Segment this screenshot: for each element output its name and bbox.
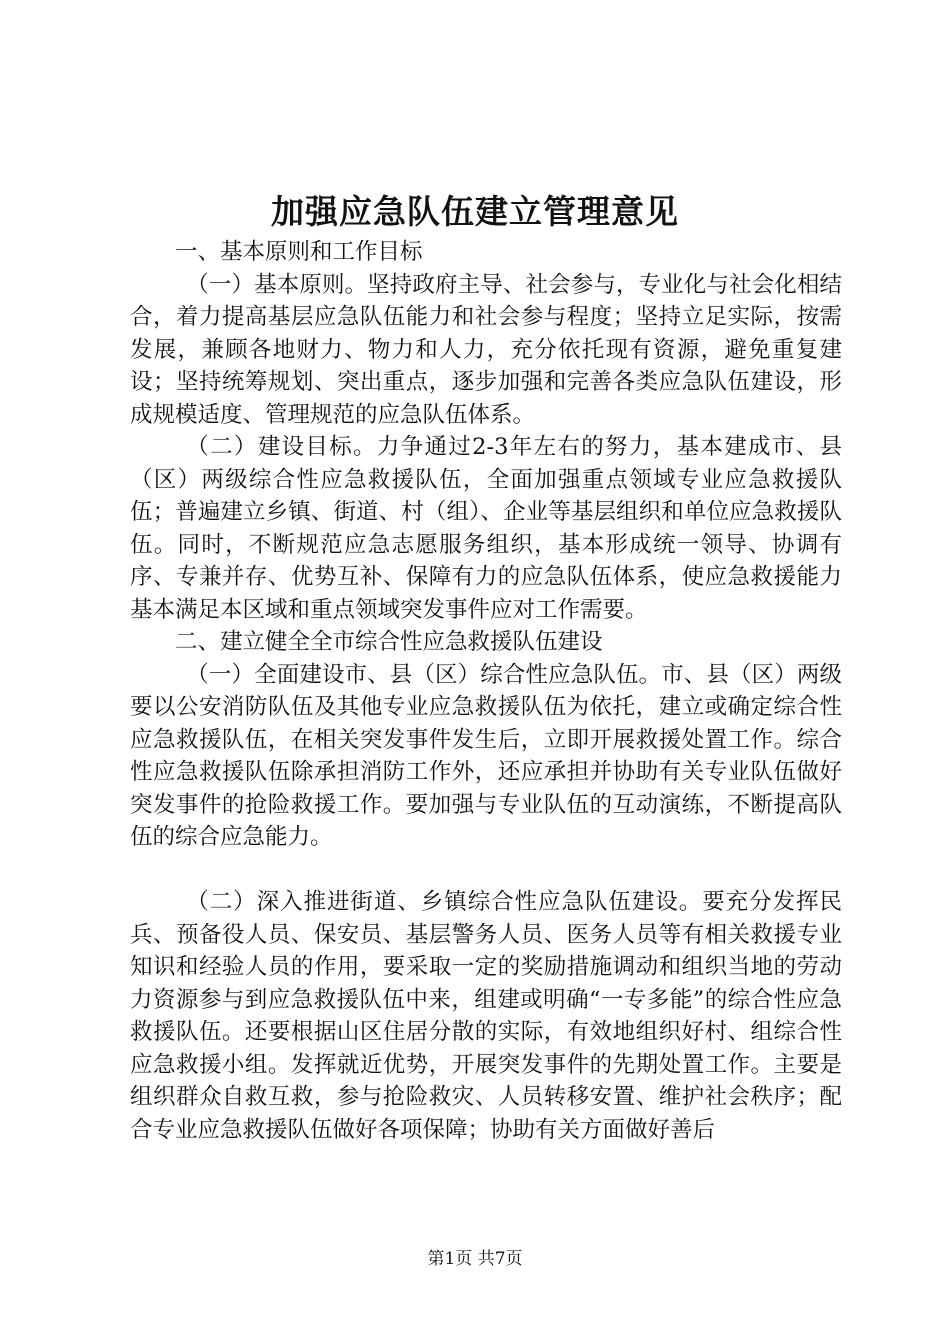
- section-heading-2: 二、建立健全全市综合性应急救援队伍建设: [175, 629, 603, 655]
- paragraph-spacer: [130, 854, 842, 887]
- paragraph-construction-goals: （二）建设目标。力争通过2-3年左右的努力，基本建成市、县（区）两级综合性应急救援队伍，全面加强重点领域专业应急救援队伍；普遍建立乡镇、街道、村（组）、企业等基层组织和单位应急救援队伍。同时，不断规范应急志愿服务组织，基本形成统一领导、协调有序、专兼并存、优势互补、保障有力的应急队伍体系，使应急救援能力基本满足本区域和重点领域突发事件应对工作需要。: [130, 434, 842, 623]
- page-indicator: 第1页 共7页: [427, 1249, 523, 1269]
- section-heading-1: 一、基本原则和工作目标: [175, 239, 423, 265]
- paragraph-basic-principles: （一）基本原则。坚持政府主导、社会参与，专业化与社会化相结合，着力提高基层应急队伍能力和社会参与程度；坚持立足实际，按需发展，兼顾各地财力、物力和人力，充分依托现有资源，避免重复建设；坚持统筹规划、突出重点，逐步加强和完善各类应急队伍建设，形成规模适度、管理规范的应急队伍体系。: [130, 271, 842, 428]
- document-body: [130, 236, 842, 1146]
- document-title: 加强应急队伍建立管理意见: [271, 192, 679, 231]
- paragraph-city-county-teams: （一）全面建设市、县（区）综合性应急队伍。市、县（区）两级要以公安消防队伍及其他专业应急救援队伍为依托，建立或确定综合性应急救援队伍，在相关突发事件发生后，立即开展救援处置工作。综合性应急救援队伍除承担消防工作外，还应承担并协助有关专业队伍做好突发事件的抢险救援工作。要加强与专业队伍的互动演练，不断提高队伍的综合应急能力。: [130, 661, 842, 850]
- paragraph-street-township-teams: （二）深入推进街道、乡镇综合性应急队伍建设。要充分发挥民兵、预备役人员、保安员、基层警务人员、医务人员等有相关救援专业知识和经验人员的作用，要采取一定的奖励措施调动和组织当地的劳动力资源参与到应急救援队伍中来，组建或明确“一专多能”的综合性应急救援队伍。还要根据山区住居分散的实际，有效地组织好村、组综合性应急救援小组。发挥就近优势，开展突发事件的先期处置工作。主要是组织群众自救互救，参与抢险救灾、人员转移安置、维护社会秩序；配合专业应急救援队伍做好各项保障；协助有关方面做好善后: [130, 889, 842, 1143]
